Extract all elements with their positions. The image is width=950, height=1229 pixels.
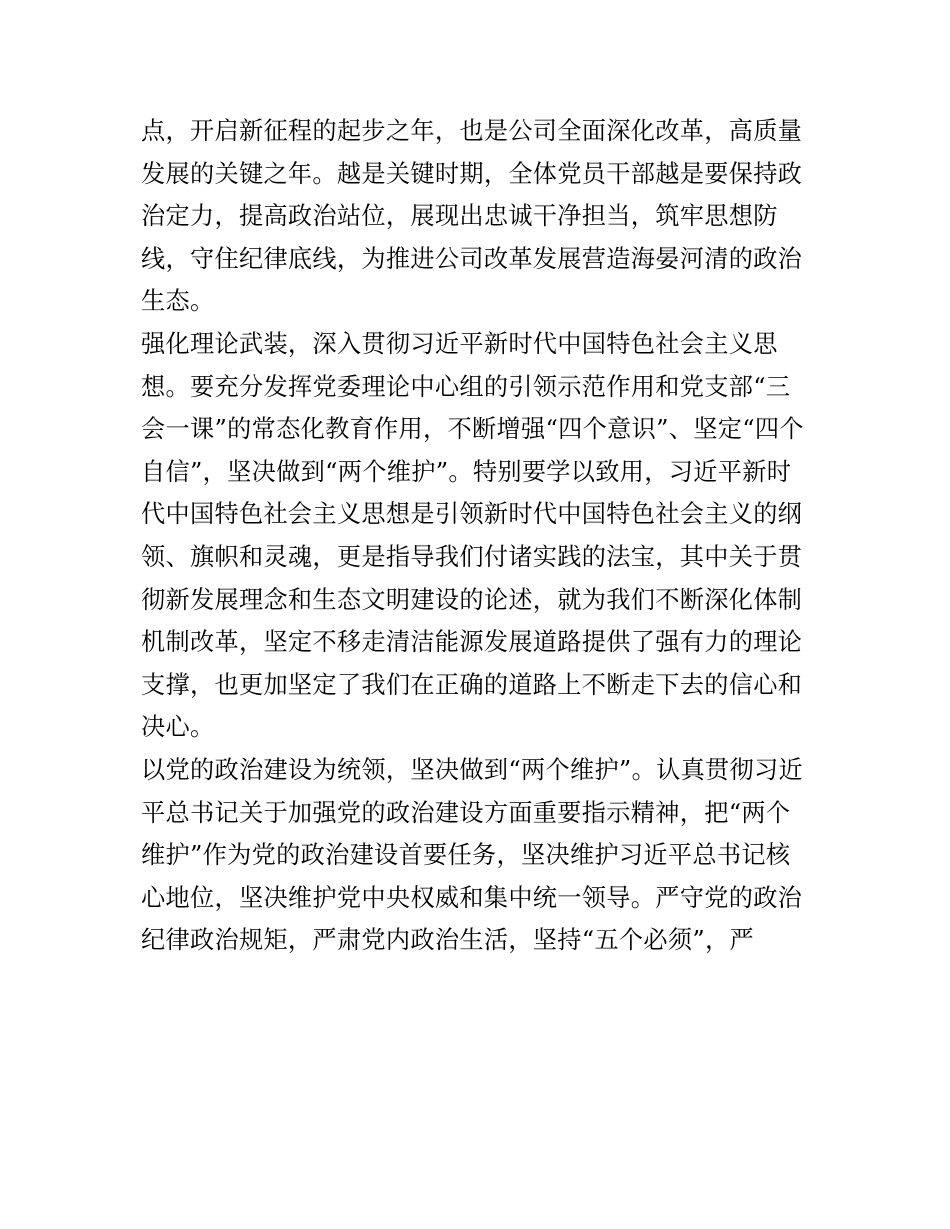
text-line: 强化理论武装，深入贯彻习近平新时代中国特色社会主义思 <box>141 329 778 358</box>
text-line: 维护”作为党的政治建设首要任务，坚决维护习近平总书记核 <box>141 841 791 870</box>
text-line: 会一课”的常态化教育作用，不断增强“四个意识”、坚定“四个 <box>141 415 804 444</box>
text-line: 以党的政治建设为统领，坚决做到“两个维护”。认真贯彻习近 <box>141 755 804 784</box>
text-line: 治定力，提高政治站位，展现出忠诚干净担当，筑牢思想防 <box>141 202 778 231</box>
text-line: 心地位，坚决维护党中央权威和集中统一领导。严守党的政治 <box>141 883 803 912</box>
text-line: 领、旗帜和灵魂，更是指导我们付诸实践的法宝，其中关于贯 <box>141 542 803 571</box>
text-line: 决心。 <box>141 713 215 742</box>
text-line: 点，开启新征程的起步之年，也是公司全面深化改革，高质量 <box>141 117 803 145</box>
text-line: 支撑，也更加坚定了我们在正确的道路上不断走下去的信心和 <box>141 670 803 699</box>
text-line: 平总书记关于加强党的政治建设方面重要指示精神，把“两个 <box>141 798 791 827</box>
paragraph-3 <box>141 749 821 962</box>
paragraph-1 <box>141 110 821 323</box>
text-line: 生态。 <box>141 287 215 316</box>
text-line: 发展的关键之年。越是关键时期，全体党员干部越是要保持政 <box>141 159 803 188</box>
body-text <box>141 110 821 962</box>
text-line: 代中国特色社会主义思想是引领新时代中国特色社会主义的纲 <box>141 500 803 529</box>
text-line: 彻新发展理念和生态文明建设的论述，就为我们不断深化体制 <box>141 585 803 614</box>
text-line: 线，守住纪律底线，为推进公司改革发展营造海晏河清的政治 <box>141 244 803 273</box>
text-line: 纪律政治规矩，严肃党内政治生活，坚持“五个必须”，严 <box>141 926 755 955</box>
paragraph-2 <box>141 323 821 749</box>
text-line: 机制改革，坚定不移走清洁能源发展道路提供了强有力的理论 <box>141 628 803 657</box>
text-line: 想。要充分发挥党委理论中心组的引领示范作用和党支部“三 <box>141 372 791 401</box>
text-line: 自信”，坚决做到“两个维护”。特别要学以致用，习近平新时 <box>141 457 792 486</box>
